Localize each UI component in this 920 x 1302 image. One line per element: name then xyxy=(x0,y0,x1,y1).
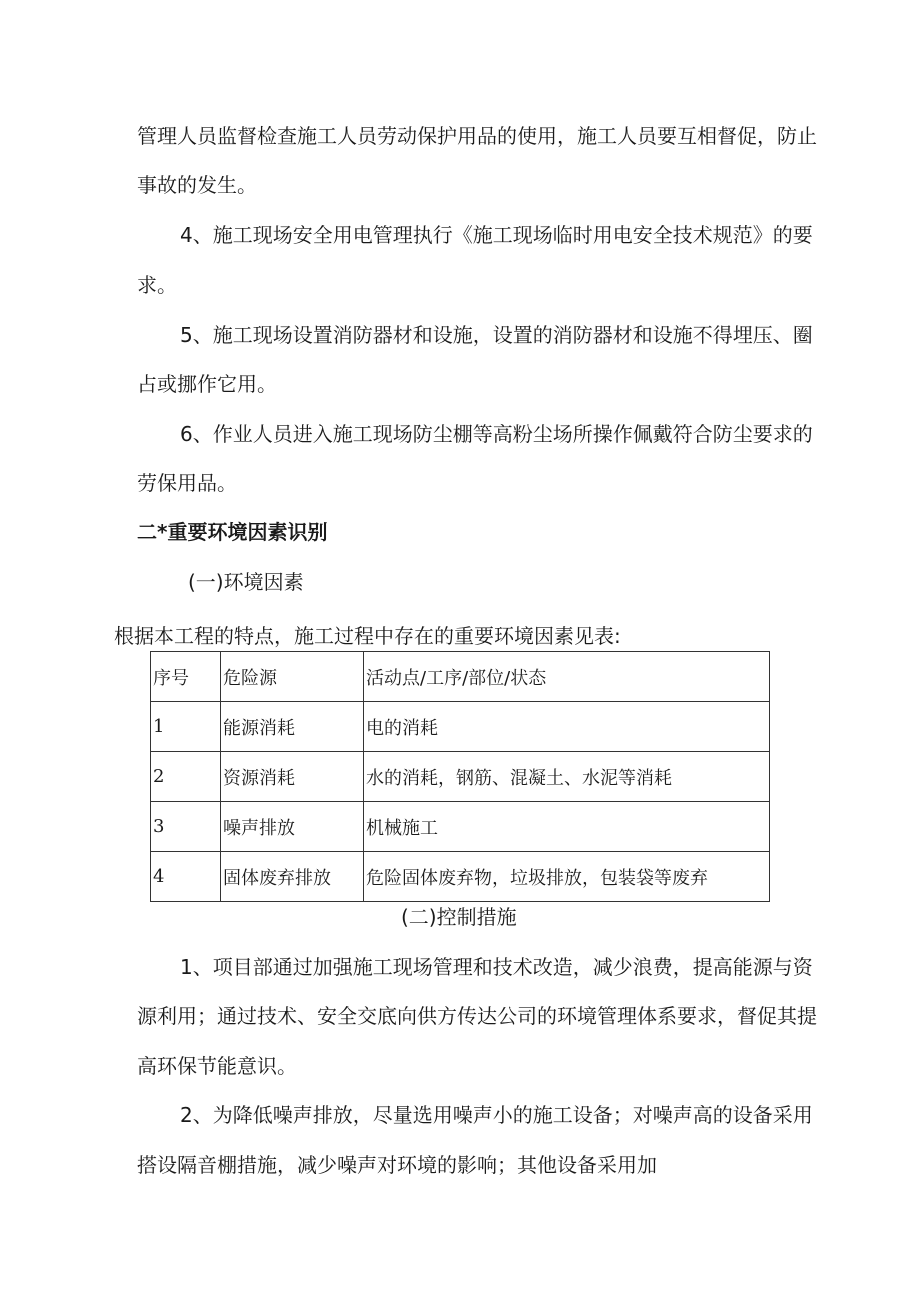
table-row xyxy=(151,802,770,852)
cell-activity: 机械施工 xyxy=(364,802,770,852)
paragraph-line: 2、为降低噪声排放，尽量选用噪声小的施工设备；对噪声高的设备采用 xyxy=(180,1103,813,1127)
table-row xyxy=(151,752,770,802)
paragraph-line: 1、项目部通过加强施工现场管理和技术改造，减少浪费，提高能源与资 xyxy=(180,955,813,979)
cell-activity: 水的消耗，钢筋、混凝土、水泥等消耗 xyxy=(364,752,770,802)
cell-source: 资源消耗 xyxy=(221,752,364,802)
paragraph-line: 4、施工现场安全用电管理执行《施工现场临时用电安全技术规范》的要 xyxy=(180,223,813,247)
cell-activity: 危险固体废弃物，垃圾排放，包装袋等废弃 xyxy=(364,852,770,902)
paragraph-line: 源利用；通过技术、安全交底向供方传达公司的环境管理体系要求，督促其提 xyxy=(137,1004,817,1028)
table-header-row xyxy=(151,652,770,702)
column-header-no: 序号 xyxy=(151,652,221,702)
table-row xyxy=(151,702,770,752)
environment-factors-table xyxy=(150,651,770,902)
subheading-environment-factors: (一)环境因素 xyxy=(188,570,304,594)
paragraph-line: 劳保用品。 xyxy=(137,471,237,495)
cell-no: 1 xyxy=(151,702,221,752)
paragraph-line: 管理人员监督检查施工人员劳动保护用品的使用，施工人员要互相督促，防止 xyxy=(137,124,817,148)
cell-source: 固体废弃排放 xyxy=(221,852,364,902)
section-heading: 二*重要环境因素识别 xyxy=(137,520,328,544)
table-row xyxy=(151,852,770,902)
paragraph-line: 5、施工现场设置消防器材和设施，设置的消防器材和设施不得埋压、圈 xyxy=(180,323,813,347)
paragraph-line: 占或挪作它用。 xyxy=(137,372,277,396)
cell-source: 噪声排放 xyxy=(221,802,364,852)
paragraph-line: 6、作业人员进入施工现场防尘棚等高粉尘场所操作佩戴符合防尘要求的 xyxy=(180,422,813,446)
paragraph-line: 求。 xyxy=(137,273,177,297)
cell-no: 4 xyxy=(151,852,221,902)
cell-no: 3 xyxy=(151,802,221,852)
cell-activity: 电的消耗 xyxy=(364,702,770,752)
column-header-activity: 活动点/工序/部位/状态 xyxy=(364,652,770,702)
table-intro: 根据本工程的特点，施工过程中存在的重要环境因素见表: xyxy=(114,624,621,648)
cell-no: 2 xyxy=(151,752,221,802)
paragraph-line: 事故的发生。 xyxy=(137,173,257,197)
subheading-control-measures: (二)控制措施 xyxy=(401,905,517,929)
paragraph-line: 搭设隔音棚措施，减少噪声对环境的影响；其他设备采用加 xyxy=(137,1153,657,1177)
cell-source: 能源消耗 xyxy=(221,702,364,752)
column-header-source: 危险源 xyxy=(221,652,364,702)
paragraph-line: 高环保节能意识。 xyxy=(137,1054,297,1078)
